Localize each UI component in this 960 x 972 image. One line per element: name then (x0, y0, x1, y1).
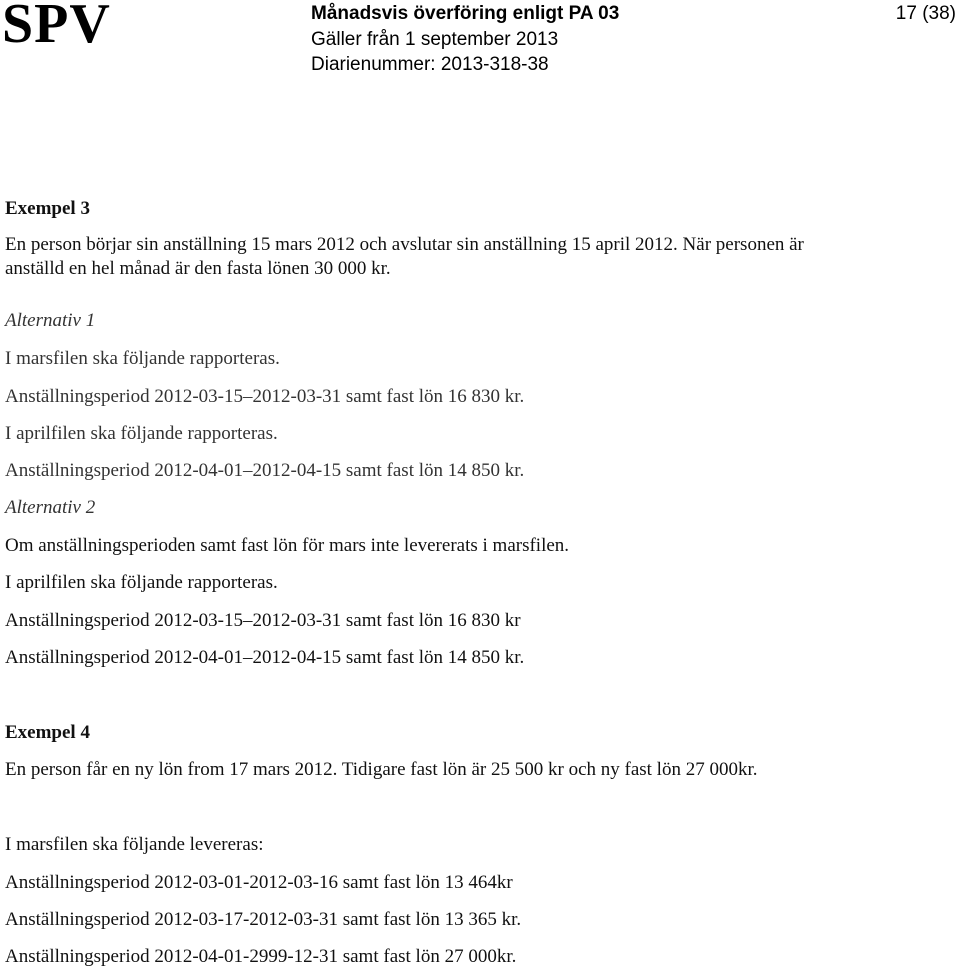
valid-from-date: Gäller från 1 september 2013 (311, 29, 559, 50)
example-4-line: Anställningsperiod 2012-04-01-2999-12-31 samt fast lön 27 000kr. (5, 946, 517, 967)
alternative-2-line: Om anställningsperioden samt fast lön för mars inte levererats i marsfilen. (5, 535, 570, 556)
example-3-intro-line-2: anställd en hel månad är den fasta lönen 30 000 kr. (5, 258, 391, 279)
alternative-2-line: Anställningsperiod 2012-03-15–2012-03-31 samt fast lön 16 830 kr (5, 610, 521, 631)
alternative-1-heading: Alternativ 1 (5, 310, 96, 331)
example-4-line: Anställningsperiod 2012-03-01-2012-03-16 samt fast lön 13 464kr (5, 872, 513, 893)
example-4-line: Anställningsperiod 2012-03-17-2012-03-31 samt fast lön 13 365 kr. (5, 909, 522, 930)
alternative-2-heading: Alternativ 2 (5, 497, 96, 518)
example-4-heading: Exempel 4 (5, 722, 90, 743)
example-4-intro: En person får en ny lön from 17 mars 2012. Tidigare fast lön är 25 500 kr och ny fast lön 27 000kr. (5, 759, 758, 780)
page-number: 17 (38) (895, 3, 956, 24)
example-3-intro-line-1: En person börjar sin anställning 15 mars 2012 och avslutar sin anställning 15 april 2012. När personen är (5, 234, 804, 255)
alternative-2-line: Anställningsperiod 2012-04-01–2012-04-15 samt fast lön 14 850 kr. (5, 647, 525, 668)
alternative-2-line: I aprilfilen ska följande rapporteras. (5, 572, 278, 593)
document-title: Månadsvis överföring enligt PA 03 (311, 3, 620, 24)
alternative-1-line: Anställningsperiod 2012-03-15–2012-03-31 samt fast lön 16 830 kr. (5, 386, 525, 407)
spv-logo: SPV (2, 0, 111, 55)
alternative-1-line: I marsfilen ska följande rapporteras. (5, 348, 280, 369)
example-4-lead: I marsfilen ska följande levereras: (5, 834, 264, 855)
example-3-heading: Exempel 3 (5, 198, 90, 219)
alternative-1-line: I aprilfilen ska följande rapporteras. (5, 423, 278, 444)
alternative-1-line: Anställningsperiod 2012-04-01–2012-04-15 samt fast lön 14 850 kr. (5, 460, 525, 481)
diary-number: Diarienummer: 2013-318-38 (311, 54, 549, 75)
